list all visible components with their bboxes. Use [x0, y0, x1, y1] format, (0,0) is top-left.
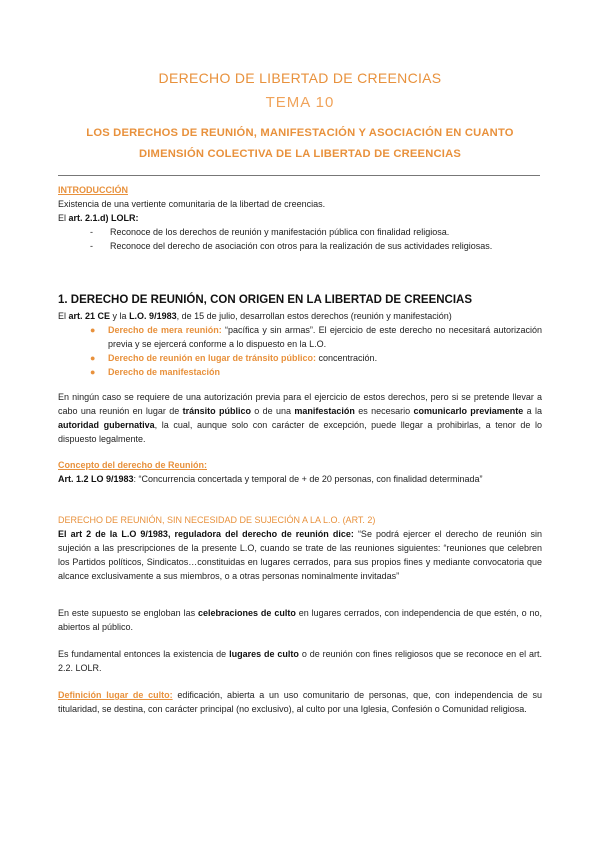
list-item: - Reconoce del derecho de asociación con otros para la realización de sus actividades religiosas.: [90, 241, 493, 251]
concepto-text: Art. 1.2 LO 9/1983: “Concurrencia concertada y temporal de + de 20 personas, con finalidad determinada”: [58, 474, 483, 484]
section1-body: [58, 309, 542, 379]
concepto-heading: Concepto del derecho de Reunión:: [58, 460, 208, 470]
section1: [58, 293, 542, 307]
list-item: - Reconoce de los derechos de reunión y manifestación pública con finalidad religiosa.: [90, 227, 450, 237]
intro-heading: INTRODUCCIÓN: [58, 185, 128, 195]
section1-p1: El art. 21 CE y la L.O. 9/1983, de 15 de julio, desarrollan estos derechos (reunión y manifestación): [58, 311, 452, 321]
sujecion-heading: DERECHO DE REUNIÓN, SIN NECESIDAD DE SUJECIÓN A LA L.O. (ART. 2): [58, 515, 376, 525]
sujecion-text: El art 2 de la L.O 9/1983, reguladora del derecho de reunión dice: “Se podrá ejercer el derecho de reunión sin sujeción a las prescripciones de la presente L.O, cuando se trate de las reuniones siguientes: “reuniones que celebren los Partidos políticos, Sindicatos…constituidas en lugares cerrados, para sus propios fines y mediante convocatoria que alcance exclusivamente a sus miembros, o a otras personas nominalmente invitadas”: [58, 529, 542, 581]
list-item: ● Derecho de mera reunión: “pacífica y sin armas”. El ejercicio de este derecho no necesitará autorización previa y se ejercerá conforme a lo dispuesto en la L.O.: [90, 325, 542, 349]
document-title: DERECHO DE LIBERTAD DE CREENCIAS: [158, 70, 442, 86]
intro-line1: Existencia de una vertiente comunitaria de la libertad de creencias.: [58, 199, 326, 209]
sujecion-section: [58, 513, 542, 583]
section1-p2: En ningún caso se requiere de una autorización previa para el ejercicio de estos derechos, pero si se pretende llevar a cabo una reunión en lugar de tránsito público o de una manifestación es necesario comunicarlo previamente a la autoridad gubernativa, la cual, aunque solo con carácter de excepción, puede llegar a prohibirlas, a tenor de lo dispuesto legalmente.: [58, 392, 542, 444]
concepto-section: [58, 458, 542, 486]
list-item: ● Derecho de manifestación: [90, 367, 221, 377]
intro-line2: El art. 2.1.d) LOLR:: [58, 213, 139, 223]
sujecion-p3: Es fundamental entonces la existencia de lugares de culto o de reunión con fines religiosos que se reconoce en el art. 2.2. LOLR.: [58, 649, 542, 673]
sujecion-p2: En este supuesto se engloban las celebraciones de culto en lugares cerrados, con independencia de que estén, o no, abiertos al público.: [58, 608, 542, 632]
list-item: ● Derecho de reunión en lugar de tránsito público: concentración.: [90, 353, 378, 363]
section1-heading: 1. DERECHO DE REUNIÓN, CON ORIGEN EN LA LIBERTAD DE CREENCIAS: [58, 294, 473, 306]
tema-label: TEMA 10: [265, 94, 335, 111]
divider: [58, 175, 540, 176]
definicion-lugar-culto: Definición lugar de culto: edificación, abierta a un uso comunitario de personas, que, con independencia de su titularidad, se destina, con carácter principal (no exclusivo), al culto por una Iglesia, Confesión o Comunidad religiosa.: [58, 690, 542, 714]
intro-section: [58, 183, 542, 253]
document-subtitle: LOS DERECHOS DE REUNIÓN, MANIFESTACIÓN Y ASOCIACIÓN EN CUANTO DIMENSIÓN COLECTIVA DE LA LIBERTAD DE CREENCIAS: [86, 127, 514, 160]
